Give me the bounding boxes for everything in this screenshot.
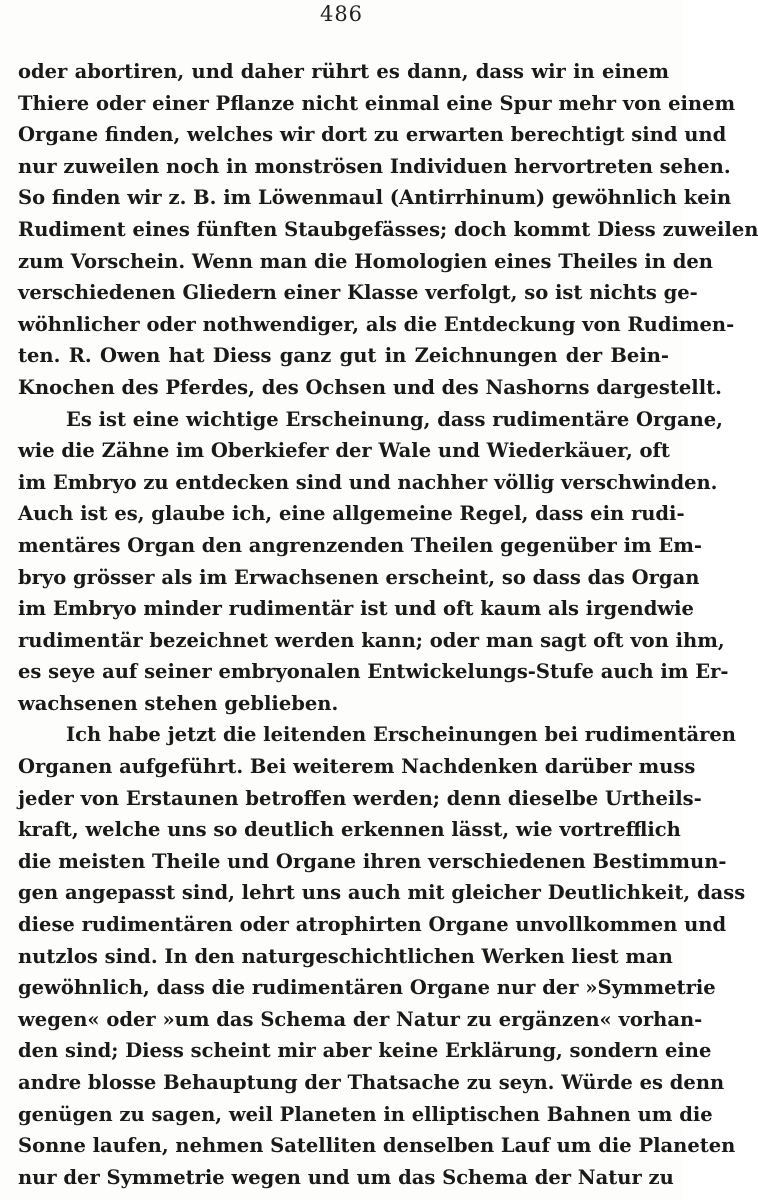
text-line: den sind; Diess scheint mir aber keine Erklärung, sondern eine [18, 1039, 712, 1063]
text-line: mentäres Organ den angrenzenden Theilen gegenüber im Em- [18, 533, 703, 557]
text-line: Thiere oder einer Pflanze nicht einmal eine Spur mehr von einem [18, 91, 736, 115]
text-line: gen angepasst sind, lehrt uns auch mit gleicher Deutlichkeit, dass [18, 881, 746, 905]
text-line: oder abortiren, und daher rührt es dann, dass wir in einem [18, 60, 669, 83]
text-line: wie die Zähne im Oberkiefer der Wale und Wiederkäuer, oft [18, 439, 670, 463]
text-line: jeder von Erstaunen betroffen werden; denn dieselbe Urtheils- [18, 786, 702, 810]
page-number: 486 [319, 2, 364, 26]
text-line: wachsenen stehen geblieben. [18, 691, 339, 715]
body-text [18, 56, 758, 1193]
text-line: nur zuweilen noch in monströsen Individuen hervortreten sehen. [18, 154, 731, 178]
text-line: So finden wir z. B. im Löwenmaul (Antirrhinum) gewöhnlich kein [18, 186, 732, 210]
text-line: Rudiment eines fünften Staubgefässes; doch kommt Diess zuweilen [18, 217, 758, 241]
text-line: im Embryo zu entdecken sind und nachher völlig verschwinden. [18, 470, 718, 494]
text-line: kraft, welche uns so deutlich erkennen lässt, wie vortrefflich [18, 818, 681, 842]
text-line: verschiedenen Gliedern einer Klasse verfolgt, so ist nichts ge- [18, 281, 698, 305]
paragraph-start-line: Ich habe jetzt die leitenden Erscheinungen bei rudimentären [66, 723, 736, 747]
text-line: bryo grösser als im Erwachsenen erscheint, so dass das Organ [18, 565, 700, 589]
text-line: Organe finden, welches wir dort zu erwarten berechtigt sind und [18, 123, 727, 147]
text-line: genügen zu sagen, weil Planeten in elliptischen Bahnen um die [18, 1102, 713, 1126]
text-line: zum Vorschein. Wenn man die Homologien eines Theiles in den [18, 249, 713, 273]
text-line: Sonne laufen, nehmen Satelliten denselben Lauf um die Planeten [18, 1134, 736, 1158]
paragraph-start-line: Es ist eine wichtige Erscheinung, dass rudimentäre Organe, [66, 407, 723, 431]
text-line: Auch ist es, glaube ich, eine allgemeine Regel, dass ein rudi- [18, 502, 685, 526]
text-line: gewöhnlich, dass die rudimentären Organe nur der »Symmetrie [18, 976, 716, 1000]
text-line: nur der Symmetrie wegen und um das Schema der Natur zu [18, 1165, 674, 1189]
text-line: im Embryo minder rudimentär ist und oft kaum als irgendwie [18, 597, 694, 621]
text-line: diese rudimentären oder atrophirten Organe unvollkommen und [18, 913, 727, 937]
text-line: wöhnlicher oder nothwendiger, als die Entdeckung von Rudimen- [18, 312, 735, 336]
text-line: rudimentär bezeichnet werden kann; oder man sagt oft von ihm, [18, 628, 725, 652]
text-line: andre blosse Behauptung der Thatsache zu seyn. Würde es denn [18, 1071, 725, 1094]
text-line: wegen« oder »um das Schema der Natur zu ergänzen« vorhan- [18, 1007, 703, 1031]
text-line: Knochen des Pferdes, des Ochsen und des Nashorns dargestellt. [18, 375, 722, 399]
text-line: nutzlos sind. In den naturgeschichtlichen Werken liest man [18, 944, 673, 968]
text-line: Organen aufgeführt. Bei weiterem Nachdenken darüber muss [18, 755, 696, 779]
text-line: die meisten Theile und Organe ihren verschiedenen Bestimmun- [18, 849, 727, 873]
text-line: ten. R. Owen hat Diess ganz gut in Zeichnungen der Bein- [18, 344, 669, 368]
text-line: es seye auf seiner embryonalen Entwickelungs-Stufe auch im Er- [18, 660, 729, 684]
